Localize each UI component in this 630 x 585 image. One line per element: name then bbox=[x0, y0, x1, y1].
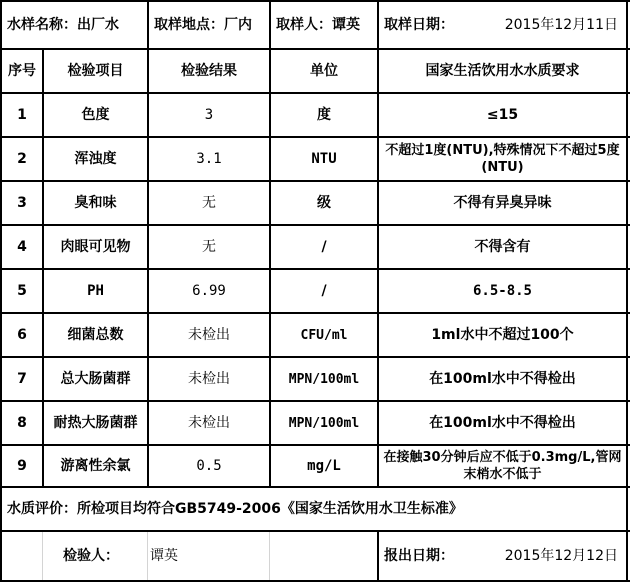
row-item: 总大肠菌群 bbox=[60, 371, 131, 387]
table-divider bbox=[0, 268, 630, 270]
column-divider bbox=[269, 0, 271, 488]
row-unit: / bbox=[321, 283, 327, 299]
table-border-left bbox=[0, 0, 2, 582]
inspector-label: 检验人： bbox=[63, 548, 119, 564]
sample-name-field bbox=[2, 2, 147, 48]
sample-location-label: 取样地点： bbox=[154, 17, 224, 33]
table-border-right bbox=[626, 0, 628, 582]
col-header-unit: 单位 bbox=[310, 63, 338, 79]
row-no: 7 bbox=[17, 371, 27, 387]
column-divider bbox=[42, 48, 44, 488]
row-result: 未检出 bbox=[188, 327, 230, 343]
table-divider bbox=[0, 48, 630, 50]
row-unit: 度 bbox=[317, 107, 331, 123]
sample-name-value: 出厂水 bbox=[77, 17, 119, 33]
row-result: 3.1 bbox=[196, 151, 222, 167]
row-standard: 不得含有 bbox=[474, 239, 531, 255]
table-divider bbox=[0, 486, 630, 488]
row-result: 未检出 bbox=[188, 415, 230, 431]
report-date-label: 报出日期： bbox=[384, 548, 454, 564]
row-standard: 在100ml水中不得检出 bbox=[429, 371, 576, 387]
row-no: 3 bbox=[17, 195, 27, 211]
inspector-value: 谭英 bbox=[150, 548, 178, 564]
table-divider bbox=[0, 312, 630, 314]
table-divider bbox=[0, 400, 630, 402]
sampler-value: 谭英 bbox=[332, 17, 360, 33]
col-header-result: 检验结果 bbox=[181, 63, 237, 79]
row-unit: NTU bbox=[311, 151, 337, 167]
table-divider bbox=[0, 92, 630, 94]
row-result: 无 bbox=[202, 239, 216, 255]
row-standard: 不得有异臭异味 bbox=[453, 195, 552, 211]
table-divider bbox=[0, 444, 630, 446]
row-item: 臭和味 bbox=[74, 195, 117, 211]
sampler-label: 取样人： bbox=[276, 17, 332, 33]
col-header-item: 检验项目 bbox=[67, 63, 124, 79]
row-no: 2 bbox=[17, 151, 27, 167]
table-border-bottom bbox=[0, 580, 630, 582]
sample-location-value: 厂内 bbox=[224, 17, 252, 33]
column-divider bbox=[377, 0, 379, 488]
row-result: 3 bbox=[204, 107, 214, 123]
row-standard: 不超过1度(NTU),特殊情况下不超过5度 (NTU) bbox=[385, 143, 620, 175]
table-divider bbox=[0, 224, 630, 226]
col-header-no: 序号 bbox=[8, 63, 36, 79]
row-item: PH bbox=[87, 283, 104, 299]
row-unit: 级 bbox=[317, 195, 331, 211]
row-item: 耐热大肠菌群 bbox=[53, 415, 138, 431]
table-divider bbox=[0, 356, 630, 358]
row-item: 色度 bbox=[81, 107, 110, 123]
row-unit: mg/L bbox=[307, 458, 341, 474]
row-unit: MPN/100ml bbox=[288, 371, 360, 387]
row-standard: ≤15 bbox=[486, 107, 519, 123]
row-unit: / bbox=[321, 239, 327, 255]
sample-name-label: 水样名称： bbox=[7, 17, 77, 33]
sheet-gridline bbox=[42, 532, 43, 580]
column-divider bbox=[377, 530, 379, 582]
row-no: 1 bbox=[17, 107, 27, 123]
sheet-gridline bbox=[147, 532, 148, 580]
water-quality-evaluation: 水质评价：所检项目均符合GB5749-2006《国家生活饮用水卫生标准》 bbox=[7, 501, 463, 517]
table-divider bbox=[0, 180, 630, 182]
table-border-top bbox=[0, 0, 630, 2]
row-no: 9 bbox=[17, 458, 27, 474]
row-standard: 1ml水中不超过100个 bbox=[431, 327, 574, 343]
row-item: 浑浊度 bbox=[74, 151, 117, 167]
sheet-gridline bbox=[269, 532, 270, 580]
row-standard: 在接触30分钟后应不低于0.3mg/L,管网末梢水不低于 bbox=[383, 450, 622, 482]
row-result: 无 bbox=[202, 195, 216, 211]
table-divider bbox=[0, 136, 630, 138]
row-no: 6 bbox=[17, 327, 27, 343]
col-header-standard: 国家生活饮用水水质要求 bbox=[425, 63, 580, 79]
row-result: 0.5 bbox=[196, 458, 222, 474]
row-item: 游离性余氯 bbox=[60, 458, 131, 474]
row-unit: CFU/ml bbox=[300, 327, 348, 343]
column-divider bbox=[147, 0, 149, 488]
report-date-value: 2015年12月12日 bbox=[504, 548, 618, 564]
sample-location-field bbox=[149, 2, 269, 48]
row-unit: MPN/100ml bbox=[288, 415, 360, 431]
sample-date-value: 2015年12月11日 bbox=[504, 17, 618, 33]
row-item: 细菌总数 bbox=[67, 327, 124, 343]
row-no: 5 bbox=[17, 283, 27, 299]
row-no: 4 bbox=[17, 239, 27, 255]
sample-date-label: 取样日期： bbox=[384, 17, 454, 33]
row-result: 未检出 bbox=[188, 371, 230, 387]
row-standard: 6.5-8.5 bbox=[472, 283, 532, 299]
row-no: 8 bbox=[17, 415, 27, 431]
row-item: 肉眼可见物 bbox=[60, 239, 131, 255]
table-divider bbox=[0, 530, 630, 532]
row-standard: 在100ml水中不得检出 bbox=[429, 415, 576, 431]
row-result: 6.99 bbox=[192, 283, 226, 299]
sampler-field bbox=[271, 2, 377, 48]
